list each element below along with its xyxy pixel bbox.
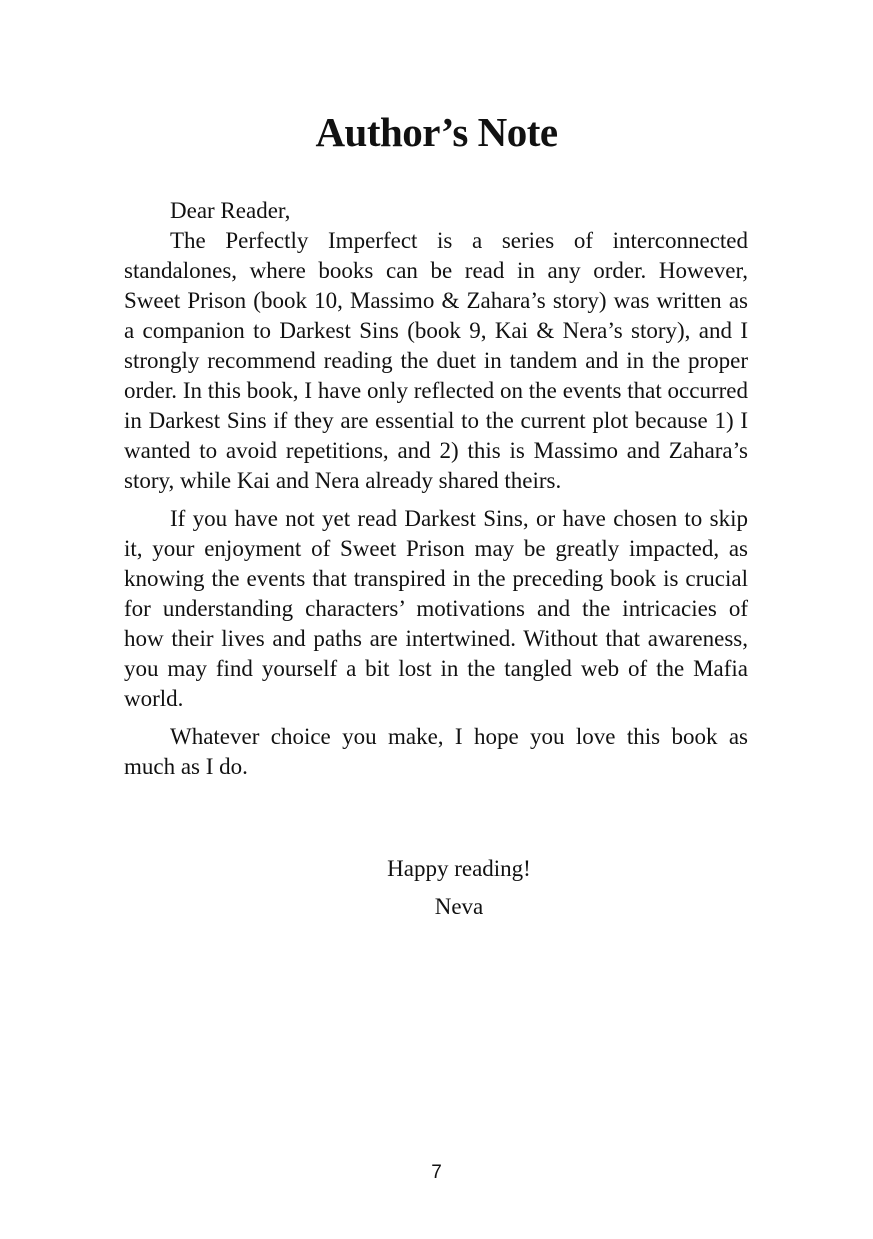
note-body <box>124 196 748 782</box>
page-number: 7 <box>431 1162 442 1183</box>
closing-line: Happy reading! <box>387 856 531 881</box>
greeting: Dear Reader, <box>170 198 291 223</box>
paragraph-series-info: The Perfectly Imperfect is a series of interconnected standalones, where books can be read in any order. However, Sweet Prison (book 10, Massimo & Zahara’s story) was written as a companion to Darkest Sins (book 9, Kai & Nera’s story), and I strongly recommend reading the duet in tandem and in the proper order. In this book, I have only reflected on the events that occurred in Darkest Sins if they are essential to the current plot because 1) I wanted to avoid repetitions, and 2) this is Massimo and Zahara’s story, while Kai and Nera already shared theirs. <box>124 228 748 493</box>
paragraph-reading-advice: If you have not yet read Darkest Sins, or have chosen to skip it, your enjoyment of Sweet Prison may be greatly impacted, as knowing the events that transpired in the preceding book is crucial for understanding characters’ motivations and the intricacies of how their lives and paths are intertwined. Without that awareness, you may find yourself a bit lost in the tangled web of the Mafia world. <box>124 506 748 711</box>
paragraph-closing-thought: Whatever choice you make, I hope you love this book as much as I do. <box>124 724 748 779</box>
page-title: Author’s Note <box>315 109 558 155</box>
author-signature: Neva <box>434 894 484 919</box>
